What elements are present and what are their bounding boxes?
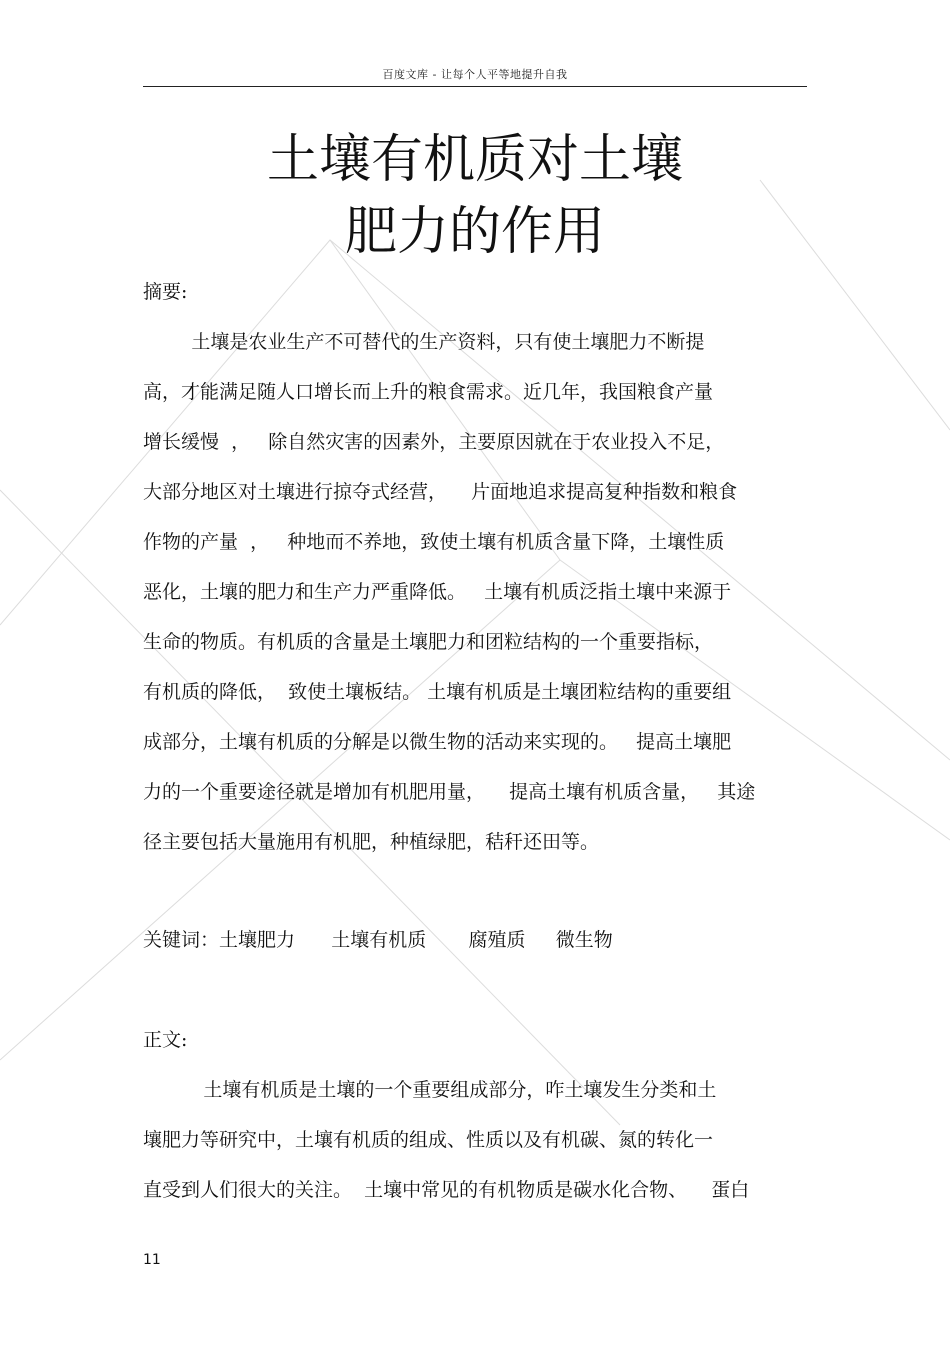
text-line: 恶化，土壤的肥力和生产力严重降低。 土壤有机质泛指土壤中来源于 <box>143 581 732 603</box>
title-line-1: 土壤有机质对土壤 <box>266 130 683 190</box>
text-line: 生命的物质。有机质的含量是土壤肥力和团粒结构的一个重要指标， <box>143 631 714 653</box>
text-line: 土壤有机质是土壤的一个重要组成部分，咋土壤发生分类和土 <box>143 1079 717 1101</box>
body-label: 正文: <box>143 1029 188 1051</box>
text-line: 直受到人们很大的关注。 土壤中常见的有机物质是碳水化合物、 蛋白 <box>143 1179 750 1201</box>
title-line-2: 肥力的作用 <box>344 202 605 262</box>
text-line: 径主要包括大量施用有机肥，种植绿肥，秸秆还田等。 <box>143 831 600 853</box>
document-title <box>143 124 807 268</box>
keywords-line: 关键词：土壤肥力 土壤有机质 腐殖质 微生物 <box>143 929 613 951</box>
abstract-label: 摘要: <box>143 281 188 303</box>
text-line: 增长缓慢 ， 除自然灾害的因素外，主要原因就在于农业投入不足， <box>143 431 725 453</box>
text-line: 大部分地区对土壤进行掠夺式经营， 片面地追求提高复种指数和粮食 <box>143 481 738 503</box>
text-line: 力的一个重要途径就是增加有机肥用量， 提高土壤有机质含量， 其途 <box>143 781 756 803</box>
text-line: 成部分，土壤有机质的分解是以微生物的活动来实现的。 提高土壤肥 <box>143 731 732 753</box>
header-divider <box>143 86 807 87</box>
text-line: 高，才能满足随人口增长而上升的粮食需求。近几年，我国粮食产量 <box>143 381 714 403</box>
document-header: 百度文库 - 让每个人平等地提升自我 <box>382 68 568 81</box>
body-paragraph <box>143 1065 807 1215</box>
page-number: 11 <box>143 1252 161 1268</box>
text-line: 土壤是农业生产不可替代的生产资料，只有使土壤肥力不断提 <box>143 331 705 353</box>
text-line: 壤肥力等研究中，土壤有机质的组成、性质以及有机碳、氮的转化一 <box>143 1129 714 1151</box>
text-line: 有机质的降低， 致使土壤板结。 土壤有机质是土壤团粒结构的重要组 <box>143 681 732 703</box>
abstract-paragraph <box>143 317 807 867</box>
text-line: 作物的产量 ， 种地而不养地，致使土壤有机质含量下降，土壤性质 <box>143 531 725 553</box>
